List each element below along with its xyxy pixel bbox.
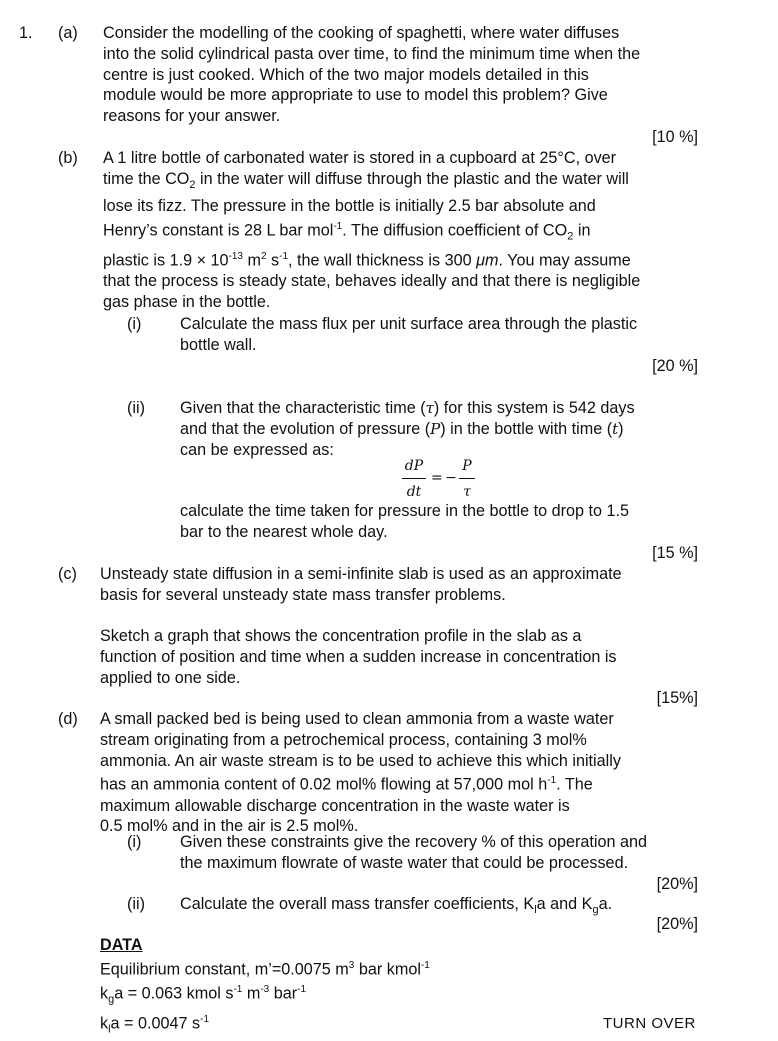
part-d-line: A small packed bed is being used to clean ammonia from a waste water <box>100 710 614 728</box>
part-d-ii-marks: [20%] <box>656 915 698 933</box>
part-d-ii-label: (ii) <box>127 895 145 913</box>
part-b-ii-label: (ii) <box>127 399 145 417</box>
part-a-line: module would be more appropriate to use to model this problem? Give <box>103 86 608 105</box>
part-b-label: (b) <box>58 149 78 167</box>
eq-bar-right <box>459 478 475 479</box>
part-c-line: function of position and time when a sudden increase in concentration is <box>100 647 617 666</box>
eq-num-right: P <box>462 458 472 474</box>
pressure-equation <box>401 458 481 504</box>
part-c-line: Unsteady state diffusion in a semi-infinite slab is used as an approximate <box>100 565 622 583</box>
part-d-i-line: Given these constraints give the recovery % of this operation and <box>180 833 647 851</box>
part-d-ii-text: Calculate the overall mass transfer coefficients, $K_la$ and $K_ga$. <box>180 895 613 917</box>
part-a-line: centre is just cooked. Which of the two major models detailed in this <box>103 65 589 84</box>
turn-over-footer: TURN OVER <box>603 1015 696 1032</box>
part-d-line: ammonia. An air waste stream is to be used to achieve this which initially <box>100 751 621 770</box>
part-d-i-text <box>180 832 647 874</box>
part-d-line: has an ammonia content of 0.02 mol% flowing at 57,000 mol $h^{-1}$. The <box>100 775 593 794</box>
part-b-ii-line: can be expressed as: <box>180 440 334 459</box>
eq-den-right: τ <box>463 484 471 500</box>
part-a-marks: [10 %] <box>652 128 698 146</box>
eq-den-left: dt <box>406 484 422 500</box>
part-c-text <box>100 564 622 606</box>
part-b-i-marks: [20 %] <box>652 357 698 375</box>
part-c-marks: [15%] <box>656 689 698 707</box>
part-a-line: into the solid cylindrical pasta over time, to find the minimum time when the <box>103 44 641 63</box>
part-b-line: lose its fizz. The pressure in the bottle is initially 2.5 bar absolute and <box>103 196 596 215</box>
part-a-text <box>103 23 640 127</box>
part-c-line: Sketch a graph that shows the concentration profile in the slab as a <box>100 627 582 645</box>
part-c-label: (c) <box>58 565 77 583</box>
eq-num-left: dP <box>404 458 424 474</box>
part-d-label: (d) <box>58 710 78 728</box>
part-b-line: gas phase in the bottle. <box>103 293 271 312</box>
data-line: Equilibrium constant, m’=0.0075 $m^3$ bar kmol$^{-1}$ <box>100 959 430 979</box>
data-line: $k_la = 0.0047$ $s^{-1}$ <box>100 1014 210 1037</box>
part-b-line: plastic is $1.9 \times 10^{-13}$ $m^2$ $s^{-1}$, the wall thickness is 300 μm. You may assume <box>103 251 631 270</box>
part-d-i-line: the maximum flowrate of waste water that could be processed. <box>180 853 629 872</box>
part-b-i-text <box>180 314 637 356</box>
part-d-line: stream originating from a petrochemical process, containing 3 mol% <box>100 730 587 749</box>
part-b-line: A 1 litre bottle of carbonated water is stored in a cupboard at 25°C, over <box>103 149 617 167</box>
part-b-line: Henry’s constant is 28 L bar mol$^{-1}$. The diffusion coefficient of $CO_2$ in <box>103 220 591 243</box>
part-a-label: (a) <box>58 24 78 42</box>
part-b-ii-text <box>180 398 635 460</box>
part-d-line: maximum allowable discharge concentration in the waste water is <box>100 796 570 815</box>
part-b-ii-text-2 <box>180 501 629 543</box>
data-section <box>100 935 430 1041</box>
part-c-line: basis for several unsteady state mass transfer problems. <box>100 585 506 604</box>
part-c-text-2 <box>100 626 617 688</box>
part-b-i-line: Calculate the mass flux per unit surface area through the plastic <box>180 315 638 333</box>
data-line: $k_ga = 0.063$ kmol $s^{-1}$ $m^{-3}$ bar$^{-1}$ <box>100 983 307 1006</box>
part-b-i-label: (i) <box>127 315 142 333</box>
part-b-ii-line: Given that the characteristic time (τ) for this system is 542 days <box>180 399 635 417</box>
part-c-line: applied to one side. <box>100 668 241 687</box>
eq-minus: − <box>445 470 457 486</box>
part-d-i-marks: [20%] <box>656 875 698 893</box>
part-b-i-line: bottle wall. <box>180 335 257 354</box>
part-d-line: 0.5 mol% and in the air is 2.5 mol%. <box>100 817 359 836</box>
eq-equals: = <box>431 470 443 486</box>
part-b-ii-line: and that the evolution of pressure (P) in the bottle with time (t) <box>180 419 624 438</box>
part-b-line: that the process is steady state, behaves ideally and that there is negligible <box>103 272 641 291</box>
part-d-text <box>100 709 621 837</box>
part-b-ii-line: bar to the nearest whole day. <box>180 522 388 541</box>
part-b-ii-marks: [15 %] <box>652 544 698 562</box>
question-number: 1. <box>19 24 33 42</box>
part-a-line: Consider the modelling of the cooking of spaghetti, where water diffuses <box>103 24 620 42</box>
part-a-line: reasons for your answer. <box>103 107 281 126</box>
part-b-text <box>103 148 640 313</box>
data-heading: DATA <box>100 936 143 954</box>
eq-bar-left <box>402 478 426 479</box>
part-d-i-label: (i) <box>127 833 142 851</box>
part-b-ii-line: calculate the time taken for pressure in the bottle to drop to 1.5 <box>180 502 630 520</box>
part-b-line: time the $CO_2$ in the water will diffuse through the plastic and the water will <box>103 169 629 192</box>
